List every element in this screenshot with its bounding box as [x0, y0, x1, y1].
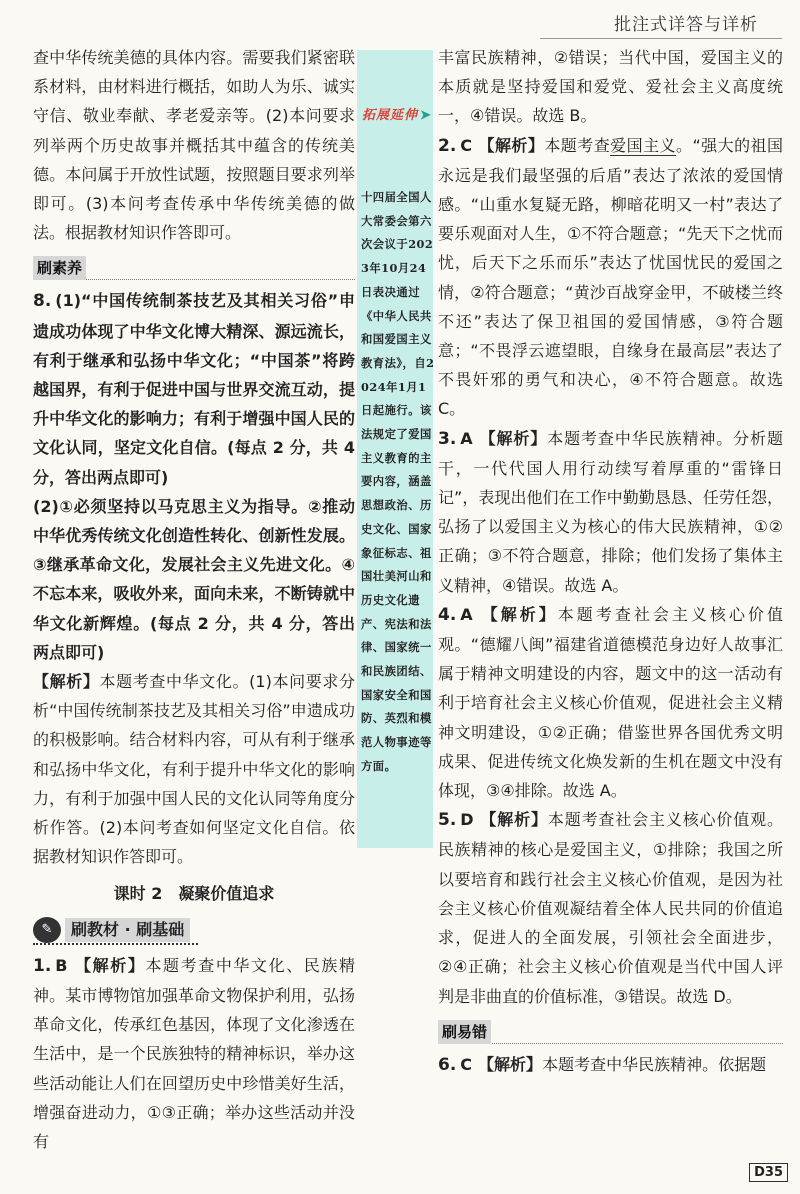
header-divider	[540, 38, 782, 39]
book-icon: ✎	[33, 917, 61, 943]
extension-heading	[354, 104, 440, 123]
question-3-number: 3.	[438, 428, 457, 449]
question-8-number: 8.	[33, 291, 52, 312]
question-8-answer-part2: (2)①必须坚持以马克思主义为指导。②推动中华优秀传统文化创造性转化、创新性发展。③继承革命文化，发展社会主义先进文化。④不忘本来，吸收外来，面向未来，不断铸就中华文化新辉煌。(每点 2 分，共 4 分，答出两点即可)	[33, 496, 355, 662]
question-6-answer: C	[460, 1054, 473, 1074]
question-8-analysis-text: 本题考查中华文化。(1)本问要求分析“中国传统制茶技艺及其相关习俗”申遗成功的积极影响。结合材料内容，可从有利于继承和弘扬中华文化，有利于提升中华文化的影响力，有利于加强中国人民的文化认同等角度分析作答。(2)本问考查如何坚定文化自信。依据教材知识作答即可。	[33, 672, 355, 867]
analysis-label: 【解析】	[478, 1054, 543, 1074]
page-header-title: 批注式详答与详析	[614, 15, 758, 35]
question-5	[438, 805, 783, 1010]
question-1-answer: B	[55, 955, 68, 975]
question-6-text: 本题考查中华民族精神。依据题	[542, 1054, 767, 1074]
question-5-text: 本题考查社会主义核心价值观。民族精神的核心是爱国主义，①排除；我国之所以要培育和践行社会主义核心价值观，是因为社会主义核心价值观凝结着全体人民共同的价值追求，促进人的全面发展，引领社会全面进步，②④正确；社会主义核心价值观是当代中国人评判是非曲直的价值标准，③错误。故选 D。	[438, 810, 783, 1006]
question-6	[438, 1050, 783, 1080]
question-8	[33, 286, 355, 491]
question-6-number: 6.	[438, 1054, 457, 1075]
arrow-icon: ➤	[420, 108, 432, 123]
banner-label: 刷教材 · 刷基础	[65, 918, 190, 942]
lesson-title: 课时 2 凝聚价值追求	[113, 884, 275, 904]
analysis-label: 【解析】	[33, 672, 100, 692]
right-paragraph-0: 丰富民族精神，②错误；当代中国，爱国主义的本质就是坚持爱国和爱党、爱社会主义高度统一，④错误。故选 B。	[438, 48, 783, 126]
question-2	[438, 131, 783, 424]
section-tag-row-1	[33, 253, 355, 280]
question-3	[438, 424, 783, 600]
question-4	[438, 600, 783, 805]
question-8-answer-part1: (1)“中国传统制茶技艺及其相关习俗”申遗成功体现了中华文化博大精深、源远流长，有利于继承和弘扬中华文化；“中国茶”将跨越国界，有利于促进中国与世界交流互动，提升中华文化的影响力；有利于增强中国人民的文化认同，坚定文化自信。(每点 2 分，共 4 分，答出两点即可)	[33, 291, 355, 487]
extension-text: 十四届全国人大常委会第六次会议于2023年10月24日表决通过《中华人民共和国爱国主义教育法》，自2024年1月1日起施行。该法规定了爱国主义教育的主要内容，涵盖思想政治、历史文化、国家象征标志、祖国壮美河山和历史文化遗产、宪法和法律、国家统一和民族团结、国家安全和国防、英烈和模范人物事迹等方面。	[361, 190, 435, 773]
question-4-number: 4.	[438, 604, 457, 625]
page-number: D35	[749, 1163, 788, 1182]
question-3-text: 本题考查中华民族精神。分析题干，一代代国人用行动续写着厚重的“雷锋日记”，表现出他们在工作中勤勤恳恳、任劳任怨，弘扬了以爱国主义为核心的伟大民族精神，①②正确；③不符合题意，排除；他们发扬了集体主义精神，④错误。故选 A。	[438, 428, 783, 595]
question-1-text: 本题考查中华文化、民族精神。某市博物馆加强革命文物保护利用，弘扬革命文化，传承红色基因，体现了文化渗透在生活中，是一个民族独特的精神标识，举办这些活动能让人们在回望历史中珍惜美好生活，增强奋进动力，①③正确；举办这些活动并没有	[33, 955, 355, 1151]
question-2-topic: 爱国主义	[610, 135, 676, 155]
analysis-label: 【解析】	[478, 135, 545, 155]
analysis-label: 【解析】	[478, 428, 548, 448]
question-2-pre: 本题考查	[544, 135, 611, 155]
extension-heading-text: 拓展延伸	[362, 108, 419, 123]
analysis-label: 【解析】	[479, 810, 548, 830]
question-4-text: 本题考查社会主义核心价值观。“德耀八闽”福建省道德模范身边好人故事汇属于精神文明建设的内容，题文中的这一活动有利于培育社会主义核心价值观，促进社会主义精神文明建设，①②正确；借鉴世界各国优秀文明成果、促进传统文化焕发新的生机在题文中没有体现，③④排除。故选 A。	[438, 604, 783, 801]
question-8-analysis	[33, 667, 355, 871]
question-4-answer: A	[460, 604, 473, 624]
left-paragraph-1: 查中华传统美德的具体内容。需要我们紧密联系材料，由材料进行概括，如助人为乐、诚实守信、敬业奉献、孝老爱亲等。(2)本问要求列举两个历史故事并概括其中蕴含的传统美德。本问属于开放性试题，按照题目要求列举即可。(3)本问考查传承中华传统美德的做法。根据教材知识作答即可。	[33, 48, 355, 243]
section-tag-row-2	[438, 1017, 783, 1044]
question-1-number: 1.	[33, 955, 52, 976]
question-3-answer: A	[460, 428, 473, 448]
left-column	[33, 43, 355, 1156]
section-tag-error-prone: 刷易错	[438, 1020, 491, 1044]
analysis-label: 【解析】	[73, 955, 146, 975]
analysis-label: 【解析】	[478, 604, 558, 624]
question-2-answer: C	[460, 135, 473, 155]
question-2-number: 2.	[438, 135, 457, 156]
section-banner	[33, 917, 198, 945]
question-1	[33, 951, 355, 1156]
question-5-answer: D	[460, 810, 474, 830]
section-tag-literacy: 刷素养	[33, 256, 86, 280]
right-column	[438, 43, 783, 1080]
question-2-text: 。“强大的祖国永远是我们最坚强的后盾”表达了浓浓的爱国情感。“山重水复疑无路，柳暗花明又一村”表达了要乐观面对人生，①不符合题意；“先天下之忧而忧，后天下之乐而乐”表达了忧国忧民的爱国之情，②符合题意；“黄沙百战穿金甲，不破楼兰终不还”表达了保卫祖国的爱国情感，③符合题意；“不畏浮云遮望眼，自缘身在最高层”表达了不畏奸邪的勇气和决心，④不符合题意。故选 C。	[438, 135, 783, 419]
question-5-number: 5.	[438, 810, 457, 831]
